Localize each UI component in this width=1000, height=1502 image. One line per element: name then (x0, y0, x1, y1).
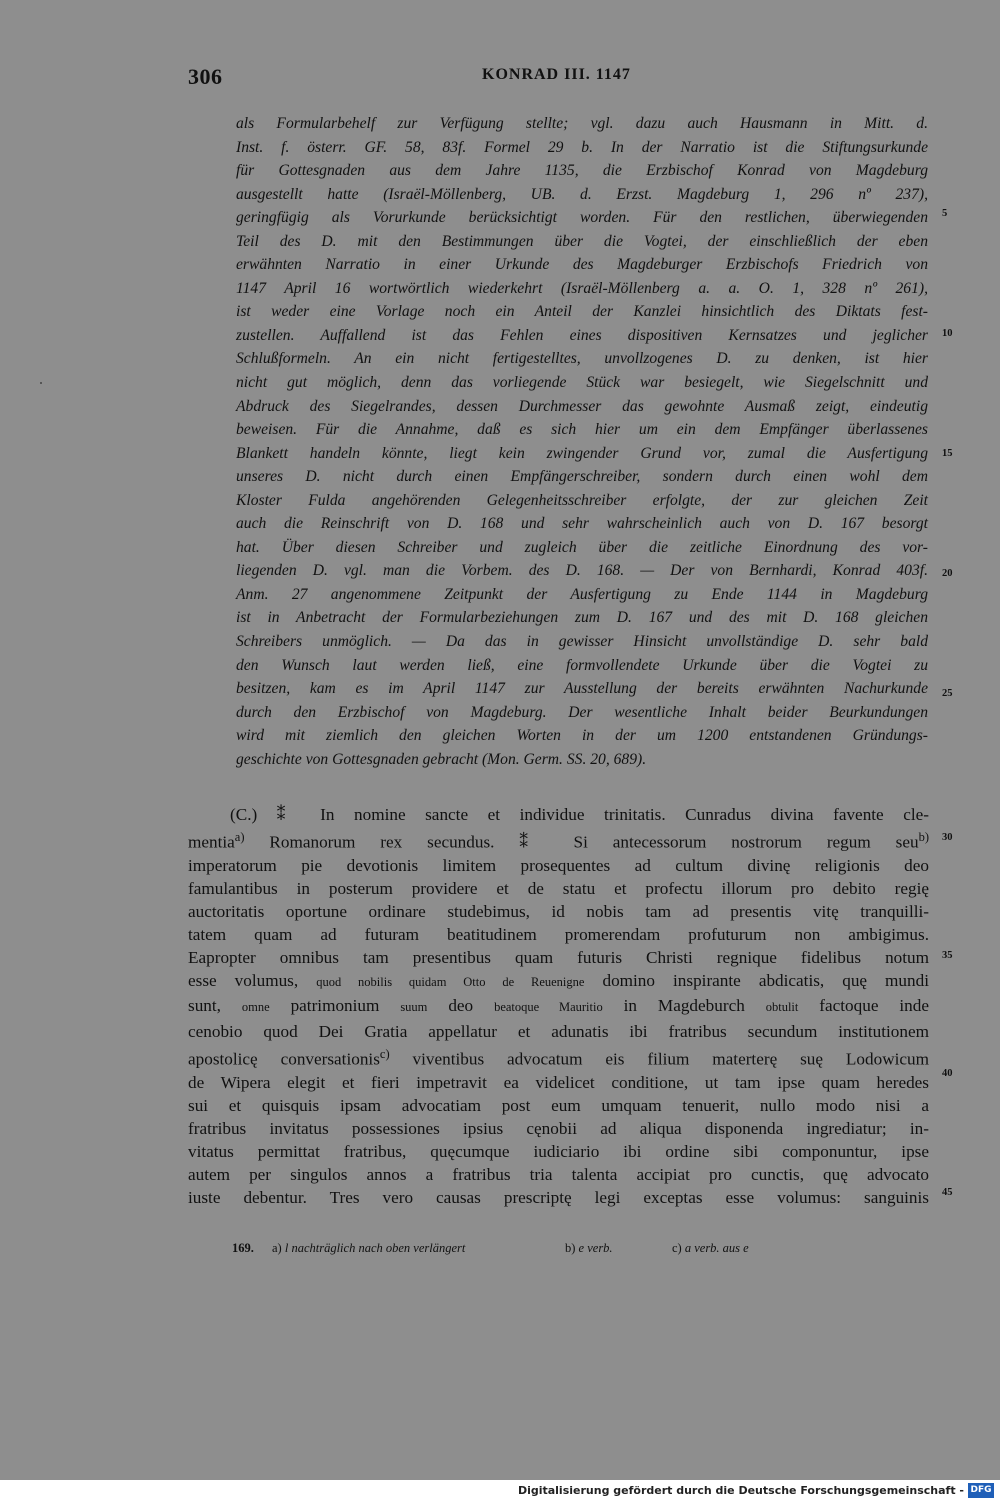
vorbem-line: Anm. 27 angenommene Zeitpunkt der Ausfertigung zu Ende 1144 in Magdeburg (236, 585, 928, 603)
text-line: Eapropter omnibus tam presentibus quam futuris Christi regnique fidelibus notum (188, 948, 929, 968)
vorbemerkung (236, 112, 928, 771)
running-title: KONRAD III. 1147 (482, 66, 631, 83)
text-line: iuste debentur. Tres vero causas prescriptę legi exceptas esse volumus: sanguinis (188, 1187, 929, 1207)
footnote-b: b) e verb. (565, 1241, 613, 1255)
text-line: auctoritatis oportune ordinare studebimus, id nobis tam ad presentis vitę tranquilli- (188, 902, 929, 922)
vorbem-line: durch den Erzbischof von Magdeburg. Der wesentliche Inhalt beider Beurkundungen (236, 703, 928, 721)
vorbem-line: hat. Über diesen Schreiber und zugleich über die zeitliche Einordnung des vor- (236, 538, 928, 556)
line-number: 5 (942, 208, 948, 219)
line-number: 15 (942, 448, 953, 459)
line-number: 25 (942, 688, 953, 699)
text-line: mentia$^{a)}$ Romanorum rex secundus. ⁑ Si antecessorum nostrorum regum seu$^{b)}$ (188, 830, 929, 852)
page-number: 306 (188, 64, 223, 89)
vorbem-line: den Wunsch laut werden ließ, eine formvollendete Urkunde über die Vogtei zu (236, 656, 928, 674)
line-number: 10 (942, 328, 953, 339)
vorbem-line: als Formularbehelf zur Verfügung stellte; vgl. dazu auch Hausmann in Mitt. d. (236, 115, 928, 132)
line-number: 40 (942, 1068, 953, 1079)
text-line: sui et quisquis ipsam advocatiam post eum umquam tenuerit, nullo modo nisi a (188, 1095, 929, 1115)
text-line: vitatus permittat fratribus, quęcumque iudiciario ibi ordine sibi componuntur, ipse (188, 1141, 929, 1161)
vorbem-line: unseres D. nicht durch einen Empfängerschreiber, sondern durch einen wohl dem (236, 468, 928, 486)
vorbem-line: Schreibers unmöglich. — Da das in gewisser Hinsicht unvollständige D. sehr bald (236, 633, 928, 651)
text-line: fratribus invitatus possessiones ipsius cęnobii ad aliqua disponenda ingrediatur; in- (188, 1118, 929, 1138)
vorbem-line: ist weder eine Vorlage noch ein Anteil der Kanzlei hinsichtlich des Diktats fest- (236, 303, 928, 321)
vorbem-line: nicht gut möglich, denn das vorliegende Stück war besiegelt, wie Siegelschnitt und (236, 374, 928, 392)
text-line: tatem quam ad futuram beatitudinem promerendam profuturum non ambigimus. (188, 925, 929, 945)
vorbem-line: wird mit ziemlich den gleichen Worten in der um 1200 entstandenen Gründungs- (236, 727, 928, 745)
text-line: autem per singulos annos a fratribus tria talenta accipiat pro cunctis, quę advocato (188, 1164, 929, 1184)
text-line: imperatorum pie devotionis limitem prosequentes ad cultum divinę religionis deo (188, 855, 929, 875)
urkunde-text (188, 803, 929, 1209)
vorbem-line: geschichte von Gottesgnaden gebracht (Mon. Germ. SS. 20, 689). (236, 750, 647, 768)
vorbem-line: Kloster Fulda angehörenden Gelegenheitsschreiber erfolgte, der zur gleichen Zeit (236, 491, 928, 509)
text-line: (C.) ⁑ In nomine sancte et individue trinitatis. Cunradus divina favente cle- (230, 805, 929, 824)
vorbem-line: Blankett handeln könnte, liegt kein zwingender Grund vor, zumal die Ausfertigung (236, 444, 928, 462)
vorbem-line: ist in Anbetracht der Formularbeziehungen zum D. 167 und des mit D. 168 gleichen (236, 609, 928, 627)
vorbem-line: geringfügig als Vorurkunde berücksichtigt worden. Für den restlichen, überwiegenden (236, 209, 928, 227)
credit-bar (0, 1480, 1000, 1502)
vorbem-line: zustellen. Auffallend ist das Fehlen eines dispositiven Kernsatzes und jeglicher (236, 326, 928, 344)
line-number: 20 (942, 568, 953, 579)
vorbem-line: für Gottesgnaden aus dem Jahre 1135, die Erzbischof Konrad von Magdeburg (236, 162, 928, 180)
footnote-c: c) a verb. aus e (672, 1241, 749, 1255)
footnote-a: a) l nachträglich nach oben verlängert (272, 1241, 466, 1255)
vorbem-line: Teil des D. mit den Bestimmungen über die Vogtei, der einschließlich der eben (236, 232, 928, 250)
vorbem-line: ausgestellt hatte (Israël-Möllenberg, UB. d. Erzst. Magdeburg 1, 296 nº 237), (236, 185, 928, 203)
line-number: 30 (942, 832, 953, 843)
funding-credit: Digitalisierung gefördert durch die Deutsche Forschungsgemeinschaft - (517, 1484, 964, 1497)
line-number: 35 (942, 950, 953, 961)
text-line: apostolicę conversationis$^{c)}$ viventibus advocatum eis filium materterę suę Lodowicum (188, 1046, 929, 1069)
scan-speck (40, 382, 42, 384)
vorbem-line: erwähnten Narratio in einer Urkunde des Magdeburger Erzbischofs Friedrich von (236, 256, 928, 274)
line-number: 45 (942, 1187, 953, 1198)
vorbem-line: Abdruck des Siegelrandes, dessen Durchmesser das gewohnte Ausmaß zeigt, eindeutig (236, 397, 928, 415)
vorbem-line: besitzen, kam es im April 1147 zur Ausstellung der bereits erwähnten Nachurkunde (236, 680, 928, 698)
text-line: cenobio quod Dei Gratia appellatur et adunatis ibi fratribus secundum institutionem (188, 1021, 929, 1041)
vorbem-line: Inst. f. österr. GF. 58, 83f. Formel 29 b. In der Narratio ist die Stiftungsurkunde (236, 138, 928, 156)
vorbem-line: auch die Reinschrift von D. 168 und sehr wahrscheinlich auch von D. 167 besorgt (236, 515, 928, 533)
vorbem-line: liegenden D. vgl. man die Vorbem. des D. 168. — Der von Bernhardi, Konrad 403f. (236, 562, 928, 580)
text-line: sunt, omne patrimonium suum deo beatoque Mauritio in Magdeburch obtulit factoque inde (188, 996, 929, 1016)
vorbem-line: 1147 April 16 wortwörtlich wiederkehrt (Israël-Möllenberg a. a. O. 1, 328 nº 261), (236, 279, 928, 297)
dfg-logo[interactable]: DFG (968, 1483, 994, 1498)
text-line: famulantibus in posterum providere et de statu et profectu illorum pro debito regię (188, 879, 929, 899)
text-line: de Wipera elegit et fieri impetravit ea videlicet conditione, ut tam ipse quam heredes (188, 1072, 929, 1092)
vorbem-line: Schlußformeln. An ein nicht fertigestelltes, unvollzogenes D. zu denken, ist hier (236, 350, 928, 368)
text-line: esse volumus, quod nobilis quidam Otto de Reuenigne domino inspirante abdicatis, quę mundi (188, 971, 929, 991)
footnote-number: 169. (232, 1241, 254, 1255)
vorbem-line: beweisen. Für die Annahme, daß es sich hier um ein dem Empfänger überlassenes (236, 421, 928, 439)
